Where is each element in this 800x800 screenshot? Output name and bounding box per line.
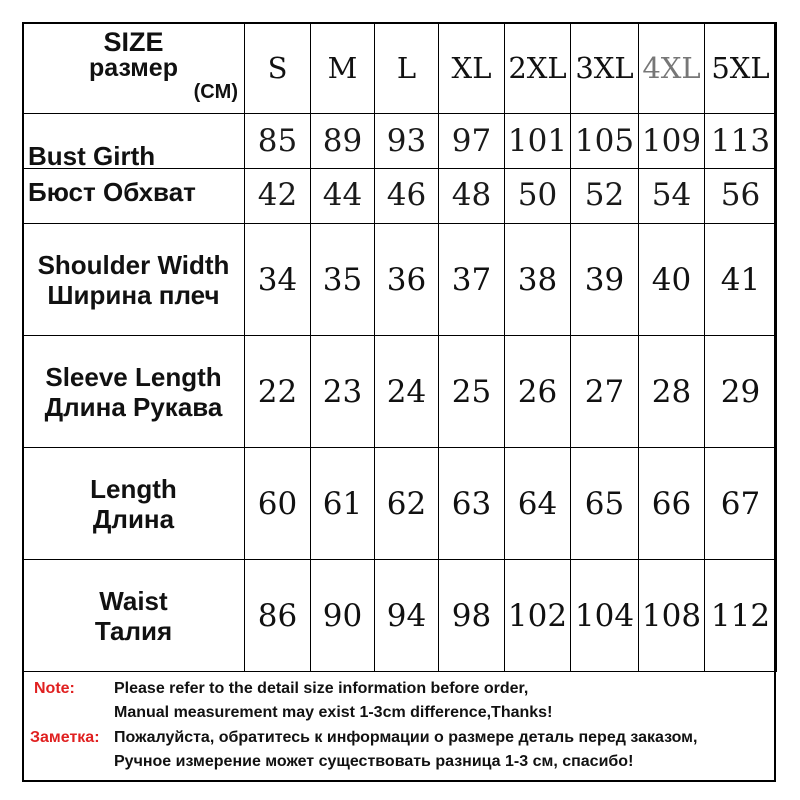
ru-note-line-2: Ручное измерение может существовать разница 1-3 см, спасибо! bbox=[114, 753, 634, 770]
size-col-3xl: 3XL bbox=[571, 23, 639, 114]
sleeve-value: 25 bbox=[439, 336, 505, 448]
waist-value: 112 bbox=[705, 560, 777, 672]
shoulder-value: 40 bbox=[639, 224, 705, 336]
bust-value: 113 bbox=[710, 122, 771, 159]
unit-label: (CM) bbox=[193, 81, 238, 103]
waist-value: 90 bbox=[311, 560, 375, 672]
size-col-4xl: 4XL bbox=[639, 23, 705, 114]
length-value: 60 bbox=[245, 448, 311, 560]
bust-half-value: 54 bbox=[651, 176, 692, 213]
length-value: 66 bbox=[639, 448, 705, 560]
shoulder-value: 36 bbox=[375, 224, 439, 336]
sleeve-value: 27 bbox=[571, 336, 639, 448]
outer-border bbox=[22, 22, 776, 782]
length-value: 63 bbox=[439, 448, 505, 560]
size-col-l: L bbox=[375, 23, 439, 114]
waist-value: 86 bbox=[245, 560, 311, 672]
waist-value: 94 bbox=[375, 560, 439, 672]
sleeve-label-en: Sleeve Length bbox=[45, 361, 222, 392]
bust-label-ru: Бюст Обхват bbox=[28, 176, 196, 207]
waist-label-en: Waist bbox=[99, 585, 168, 616]
shoulder-value: 38 bbox=[505, 224, 571, 336]
sleeve-value: 24 bbox=[375, 336, 439, 448]
sleeve-value: 23 bbox=[311, 336, 375, 448]
waist-value: 98 bbox=[439, 560, 505, 672]
length-label-en: Length bbox=[90, 473, 177, 504]
bust-label-en: Bust Girth bbox=[28, 140, 156, 171]
size-col-2xl: 2XL bbox=[505, 23, 571, 114]
shoulder-value: 41 bbox=[705, 224, 777, 336]
size-col-5xl: 5XL bbox=[705, 23, 777, 114]
waist-value: 104 bbox=[571, 560, 639, 672]
note-line-2: Manual measurement may exist 1-3cm difference,Thanks! bbox=[114, 704, 553, 721]
bust-half-value: 52 bbox=[584, 176, 625, 213]
bust-half-value: 46 bbox=[386, 176, 427, 213]
sleeve-value: 26 bbox=[505, 336, 571, 448]
shoulder-value: 35 bbox=[311, 224, 375, 336]
length-value: 61 bbox=[311, 448, 375, 560]
waist-label-ru: Талия bbox=[94, 615, 173, 646]
ru-note-tag: Заметка: bbox=[30, 729, 100, 746]
bust-half-value: 56 bbox=[720, 176, 761, 213]
note-line-1: Please refer to the detail size information before order, bbox=[114, 680, 529, 697]
waist-value: 108 bbox=[639, 560, 705, 672]
sleeve-value: 22 bbox=[245, 336, 311, 448]
size-col-s: S bbox=[245, 23, 311, 114]
length-value: 65 bbox=[571, 448, 639, 560]
size-subtitle: размер bbox=[89, 54, 178, 82]
bust-value: 85 bbox=[257, 122, 298, 159]
waist-value: 102 bbox=[505, 560, 571, 672]
bust-value: 93 bbox=[386, 122, 427, 159]
shoulder-value: 39 bbox=[571, 224, 639, 336]
shoulder-label-ru: Ширина плеч bbox=[47, 279, 220, 310]
bust-half-value: 48 bbox=[451, 176, 492, 213]
length-label-ru: Длина bbox=[92, 503, 175, 534]
shoulder-value: 34 bbox=[245, 224, 311, 336]
note-tag: Note: bbox=[34, 680, 75, 697]
sleeve-value: 29 bbox=[705, 336, 777, 448]
size-title: SIZE bbox=[103, 27, 164, 57]
size-col-m: M bbox=[311, 23, 375, 114]
bust-value: 89 bbox=[322, 122, 363, 159]
bust-half-value: 42 bbox=[257, 176, 298, 213]
sleeve-label-ru: Длина Рукава bbox=[44, 391, 223, 422]
shoulder-label-en: Shoulder Width bbox=[37, 249, 230, 280]
length-value: 62 bbox=[375, 448, 439, 560]
bust-value: 101 bbox=[507, 122, 568, 159]
bust-value: 109 bbox=[641, 122, 702, 159]
ru-note-line-1: Пожалуйста, обратитесь к информации о размере деталь перед заказом, bbox=[114, 729, 698, 746]
bust-half-value: 50 bbox=[517, 176, 558, 213]
bust-value: 97 bbox=[451, 122, 492, 159]
length-value: 67 bbox=[705, 448, 777, 560]
sleeve-value: 28 bbox=[639, 336, 705, 448]
shoulder-value: 37 bbox=[439, 224, 505, 336]
bust-value: 105 bbox=[574, 122, 635, 159]
length-value: 64 bbox=[505, 448, 571, 560]
size-col-xl: XL bbox=[439, 23, 505, 114]
bust-half-value: 44 bbox=[322, 176, 363, 213]
